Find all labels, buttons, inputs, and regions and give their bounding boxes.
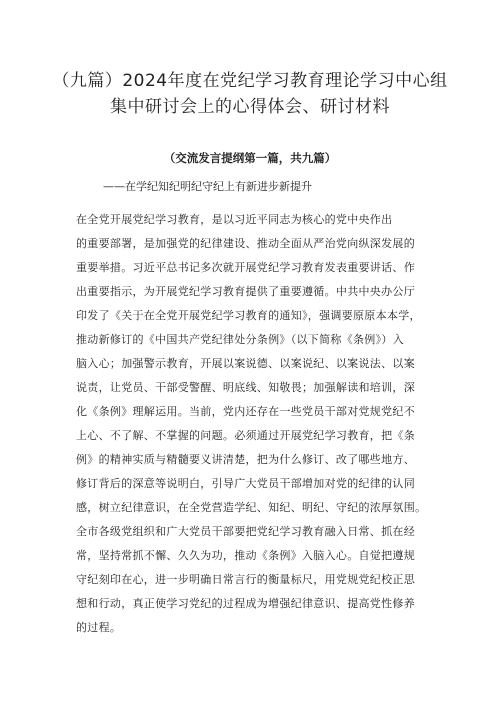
document-tagline: ——在学纪知纪明纪守纪上有新进步新提升 (103, 180, 312, 193)
body-line: 感，树立纪律意识，在全党营造学纪、知纪、明纪、守纪的浓厚氛围。 (76, 501, 427, 514)
body-line: 全市各级党组织和广大党员干部要把党纪学习教育融入日常、抓在经 (76, 525, 415, 538)
body-line: 常，坚持常抓不懈、久久为功，推动《条例》入脑入心。自觉把遵规 (76, 549, 415, 562)
document-subtitle: （交流发言提纲第一篇，共九篇） (163, 151, 337, 165)
body-line: 在全党开展党纪学习教育，是以习近平同志为核心的党中央作出 (76, 213, 393, 226)
body-line: 化《条例》理解运用。当前，党内还存在一些党员干部对党规党纪不 (76, 405, 415, 418)
body-line: 的过程。 (76, 621, 122, 634)
body-line: 上心、不了解、不掌握的问题。必须通过开展党纪学习教育，把《条 (76, 429, 415, 442)
body-line: 例》的精神实质与精髓要义讲清楚，把为什么修订、改了哪些地方、 (76, 453, 415, 466)
body-line: 推动新修订的《中国共产党纪律处分条例》（以下简称《条例》）入 (76, 333, 404, 346)
body-line: 说责，让党员、干部受警醒、明底线、知敬畏；加强解读和培训，深 (76, 381, 415, 394)
body-line: 想和行动，真正使学习党纪的过程成为增强纪律意识、提高党性修养 (76, 597, 415, 610)
body-line: 守纪刻印在心，进一步明确日常言行的衡量标尺，用党规党纪校正思 (76, 573, 415, 586)
document-title-line-1: （九篇）2024年度在党纪学习教育理论学习中心组 (52, 71, 448, 91)
document-title-line-2: 集中研讨会上的心得体会、研讨材料 (110, 97, 390, 117)
body-line: 的重要部署，是加强党的纪律建设、推动全面从严治党向纵深发展的 (76, 237, 415, 250)
body-line: 脑入心；加强警示教育，开展以案说德、以案说纪、以案说法、以案 (76, 357, 415, 370)
body-line: 出重要指示，为开展党纪学习教育提供了重要遵循。中共中央办公厅 (76, 285, 415, 298)
body-line: 重要举措。习近平总书记多次就开展党纪学习教育发表重要讲话、作 (76, 261, 415, 274)
body-line: 修订背后的深意等说明白，引导广大党员干部增加对党的纪律的认同 (76, 477, 415, 490)
body-line: 印发了《关于在全党开展党纪学习教育的通知》，强调要原原本本学， (76, 309, 421, 322)
